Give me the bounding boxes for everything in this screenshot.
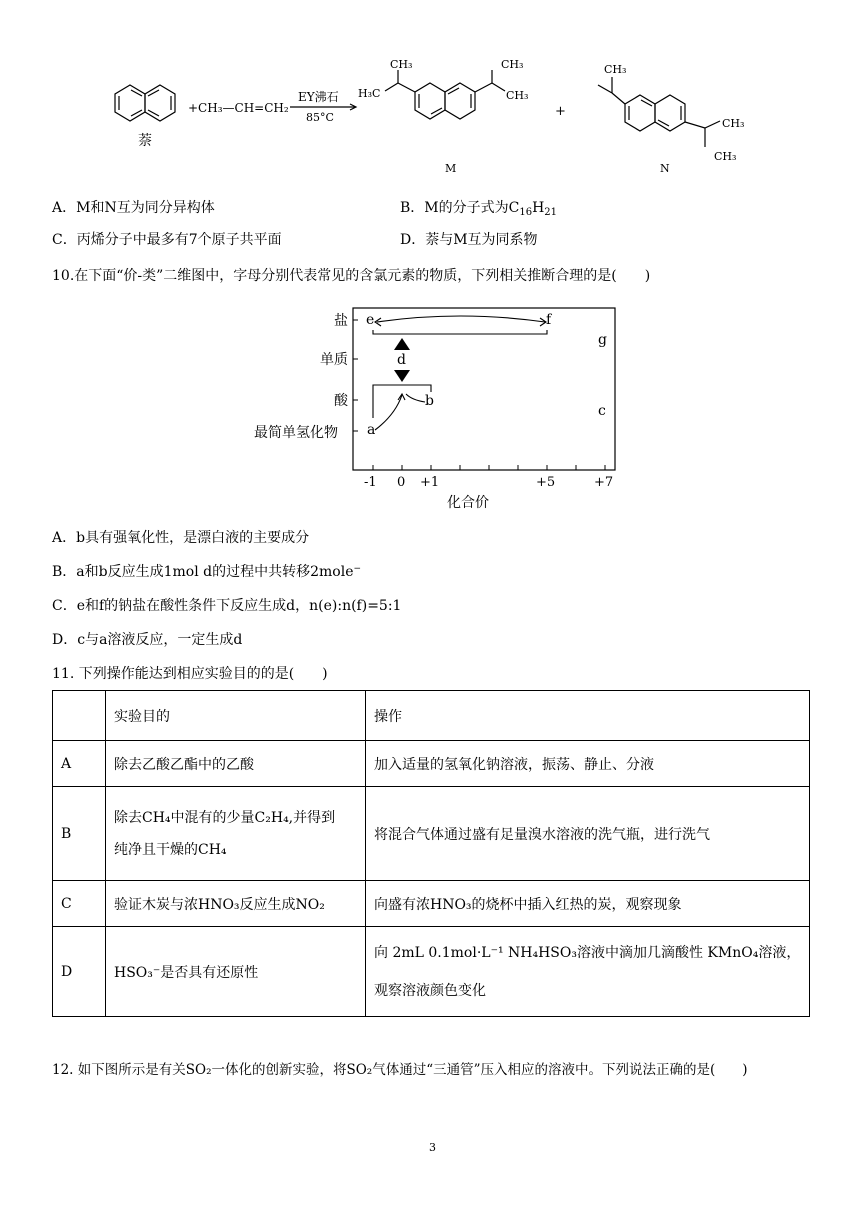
q9-option-a: A．M和N互为同分异构体 [52, 200, 215, 216]
table-row [53, 787, 810, 881]
q9-option-c: C．丙烯分子中最多有7个原子共平面 [52, 232, 282, 248]
catalyst-label: EY沸石 [298, 90, 339, 104]
reaction-scheme [100, 55, 780, 185]
row-purpose: 验证木炭与浓HNO₃反应生成NO₂ [106, 881, 366, 927]
x-tick-plus5: +5 [536, 475, 556, 490]
q11-stem: 11. 下列操作能达到相应实验目的的是( ) [52, 666, 328, 682]
product-m-label: M [445, 162, 457, 175]
row-operation [366, 927, 810, 1017]
q10-option-b-text: B．a和b反应生成1mol d的过程中共转移 [52, 564, 311, 580]
row-operation: 加入适量的氢氧化钠溶液，振荡、静止、分液 [366, 741, 810, 787]
q10-option-a: A．b具有强氧化性，是漂白液的主要成分 [52, 530, 310, 546]
page-number: 3 [429, 1141, 436, 1154]
valence-class-diagram [240, 300, 640, 515]
y-label-element: 单质 [320, 352, 348, 368]
row-purpose-line2: 纯净且干燥的CH₄ [114, 841, 227, 858]
q10-option-b-value: 2mole [310, 564, 354, 580]
product-n-label: N [660, 162, 670, 175]
table-row [53, 741, 810, 787]
y-label-hydride: 最简单氢化物 [254, 425, 338, 441]
q12-stem: 12. 如下图所示是有关SO₂一体化的创新实验，将SO₂气体通过“三通管”压入相应的溶液中。下列说法正确的是( ) [52, 1062, 748, 1078]
row-operation-line2: 观察溶液颜色变化 [374, 982, 486, 999]
q10-option-b [52, 563, 361, 581]
q11-table [52, 690, 810, 1017]
naphthalene-label: 萘 [138, 133, 152, 149]
q10-option-b-sup: − [353, 564, 362, 574]
q10-option-d: D．c与a溶液反应，一定生成d [52, 632, 243, 648]
q9-option-d: D．萘与M互为同系物 [400, 232, 538, 248]
q10-option-c: C．e和f的钠盐在酸性条件下反应生成d，n(e):n(f)=5:1 [52, 598, 402, 614]
table-row [53, 881, 810, 927]
m-h3c-label: H₃C [358, 87, 381, 100]
row-operation: 向盛有浓HNO₃的烧杯中插入红热的炭，观察现象 [366, 881, 810, 927]
q9-option-b-text: B．M的分子式为 [400, 200, 509, 216]
n-ch3-right-label: CH₃ [722, 117, 745, 130]
arrow-up-to-salt [394, 338, 410, 350]
row-label: A [53, 741, 106, 787]
n-ch3-top-label: CH₃ [604, 63, 627, 76]
row-label: D [53, 927, 106, 1017]
plus-sign: + [555, 104, 566, 119]
header-cell-empty [53, 691, 106, 741]
x-axis-label: 化合价 [447, 495, 489, 511]
x-tick-plus7: +7 [594, 475, 614, 490]
e-f-curved-arrow [377, 316, 545, 322]
diagram-frame [353, 308, 615, 470]
n-ch3-bottom-label: CH₃ [714, 150, 737, 163]
temperature-label: 85°C [306, 111, 334, 124]
propene-text: +CH₃—CH=CH₂ [188, 101, 289, 115]
row-label: B [53, 787, 106, 881]
q9-option-b-formula: $C_{16}H_{21}$ [508, 200, 558, 218]
row-purpose: HSO₃⁻是否具有还原性 [106, 927, 366, 1017]
x-tick-plus1: +1 [420, 475, 440, 490]
y-label-salt: 盐 [334, 313, 348, 329]
table-header-row [53, 691, 810, 741]
x-tick-minus1: -1 [364, 475, 377, 490]
arrow-down-to-acid [394, 370, 410, 382]
q9-option-b [400, 199, 557, 217]
m-ch3-left-label: CH₃ [390, 58, 413, 71]
point-d: d [397, 352, 406, 368]
point-e: e [366, 312, 375, 328]
q10-stem: 10.在下面“价-类”二维图中，字母分别代表常见的含氯元素的物质，下列相关推断合理的是( ) [52, 268, 651, 284]
header-cell-operation: 操作 [366, 691, 810, 741]
header-cell-purpose: 实验目的 [106, 691, 366, 741]
row-purpose: 除去乙酸乙酯中的乙酸 [106, 741, 366, 787]
b-to-acid-arrow [406, 394, 425, 402]
m-ch3-right-label: CH₃ [501, 58, 524, 71]
point-f: f [546, 312, 552, 328]
point-a: a [367, 422, 376, 438]
y-label-acid: 酸 [334, 393, 348, 409]
m-ch3-tail-label: CH₃ [506, 89, 529, 102]
a-to-acid-arrow [375, 395, 402, 430]
row-operation: 将混合气体通过盛有足量溴水溶液的洗气瓶，进行洗气 [366, 787, 810, 881]
point-c: c [598, 403, 606, 419]
point-g: g [598, 332, 607, 348]
x-tick-0: 0 [397, 475, 406, 490]
row-operation-line1: 向 2mL 0.1mol·L⁻¹ NH₄HSO₃溶液中滴加几滴酸性 KMnO₄溶液， [374, 944, 801, 961]
row-purpose [106, 787, 366, 881]
table-row [53, 927, 810, 1017]
row-purpose-line1: 除去CH₄中混有的少量C₂H₄,并得到 [114, 809, 336, 826]
point-b: b [425, 393, 434, 409]
row-label: C [53, 881, 106, 927]
salt-bracket [373, 330, 547, 334]
